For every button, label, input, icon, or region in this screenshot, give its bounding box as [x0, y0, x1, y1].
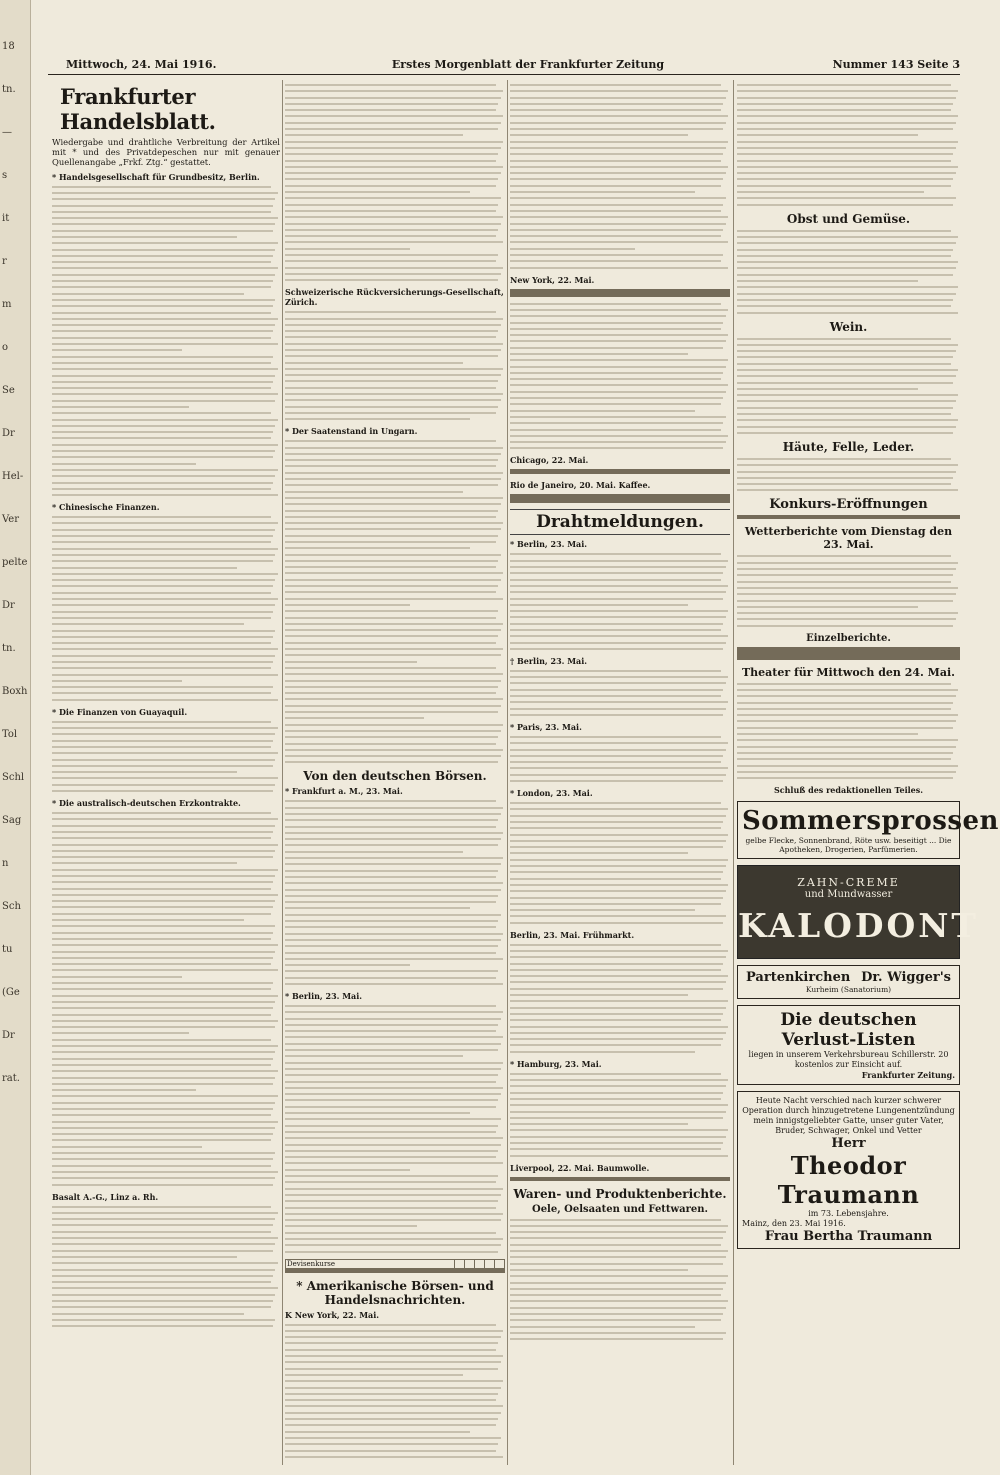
- article-heading: Rio de Janeiro, 20. Mai. Kaffee.: [510, 480, 651, 491]
- konkurs-heading: Konkurs-Eröffnungen: [769, 497, 928, 513]
- column-rule: [733, 80, 734, 1465]
- article-heading: * Der Saatenstand in Ungarn.: [285, 426, 418, 437]
- death-notice-herr: Herr: [831, 1136, 866, 1152]
- ad-kalodont-top: ZAHN-CREME: [797, 876, 900, 890]
- page-edge-fragment: o: [2, 342, 9, 353]
- market-table: [510, 469, 730, 474]
- article-heading: Schweizerische Rückversicherungs-Gesellschaft, Zürich.: [285, 287, 504, 308]
- column-2: [285, 80, 505, 1465]
- article-heading: * London, 23. Mai.: [510, 788, 593, 799]
- article-heading: † Berlin, 23. Mai.: [510, 655, 588, 666]
- page-edge-fragment: Sag: [2, 815, 22, 826]
- death-notice-place: Mainz, den 23. Mai 1916.: [742, 1219, 846, 1229]
- death-notice: [737, 1091, 960, 1249]
- article-heading: Basalt A.-G., Linz a. Rh.: [52, 1191, 159, 1202]
- article-text: [510, 802, 730, 924]
- page-edge-fragment: (Ge: [2, 987, 20, 998]
- page-edge-fragment: pelte: [2, 557, 28, 568]
- page-edge-fragment: Boxh: [2, 686, 28, 697]
- market-table: [510, 1177, 730, 1181]
- page-edge-fragment: Hel-: [2, 471, 24, 482]
- page-edge-fragment: tn.: [2, 643, 16, 654]
- article-heading: Chicago, 22. Mai.: [510, 455, 589, 466]
- article-text: [285, 311, 505, 420]
- article-heading: Berlin, 23. Mai. Frühmarkt.: [510, 929, 635, 940]
- column-3: [510, 80, 730, 1465]
- ad-sommersprossen-title: Sommersprossen: [742, 806, 999, 837]
- article-text: [510, 553, 730, 649]
- page-edge-fragment: Dr: [2, 1030, 15, 1041]
- section-heading: Obst und Gemüse.: [786, 211, 911, 226]
- column-4: [737, 80, 999, 1465]
- end-of-editorial: Schluß des redaktionellen Teiles.: [773, 785, 924, 796]
- konkurs-table: [737, 515, 960, 519]
- weather-heading: Wetterberichte vom Dienstag den 23. Mai.: [744, 525, 953, 552]
- page-edge-fragment: n: [2, 858, 9, 869]
- page-edge-fragment: m: [2, 299, 12, 310]
- article-text: [285, 440, 505, 763]
- page-edge-fragment: 18: [2, 41, 15, 52]
- ad-kalodont: [737, 865, 979, 959]
- reprint-notice: Wiedergabe und drahtliche Verbreitung der Artikel mit * und des Privatdepeschen nur mit genauer Quellenangabe „Frkf. Ztg.“ gestattet.: [52, 137, 280, 168]
- death-notice-signature: Frau Bertha Traumann: [764, 1229, 933, 1245]
- article-text: [285, 1324, 505, 1458]
- page-edge-fragment: it: [2, 213, 10, 224]
- section-heading: Wein.: [829, 319, 868, 334]
- article-text: [52, 516, 280, 701]
- section-heading: Von den deutschen Börsen.: [303, 769, 487, 784]
- ad-verlust-listen: [737, 1005, 960, 1085]
- column-rule: [282, 80, 283, 1465]
- article-text: [737, 338, 960, 434]
- page-edge-fragment: Dr: [2, 428, 15, 439]
- page-edge-fragment: rat.: [2, 1073, 20, 1084]
- page-header: [48, 56, 960, 75]
- ad-partenkirchen-place: Partenkirchen: [746, 970, 851, 986]
- page-edge-fragment: Tol: [2, 729, 18, 740]
- page-edge-fragment: tu: [2, 944, 13, 955]
- ad-verlust-title: Die deutschen Verlust-Listen: [780, 1010, 917, 1051]
- ad-kalodont-mid: und Mundwasser: [804, 889, 893, 901]
- theater-heading: Theater für Mittwoch den 24. Mai.: [741, 665, 955, 679]
- page-edge-fragment: Schl: [2, 772, 25, 783]
- section-heading: Häute, Felle, Leder.: [782, 439, 915, 454]
- page-edge-fragment: Dr: [2, 600, 15, 611]
- article-text: [52, 1206, 280, 1328]
- article-heading: Liverpool, 22. Mai. Baumwolle.: [510, 1162, 650, 1173]
- handelsblatt-title: Frankfurter Handelsblatt.: [60, 84, 216, 134]
- article-heading: * Die australisch-deutschen Erzkontrakte.: [52, 798, 241, 809]
- page-edge-fragment: tn.: [2, 84, 16, 95]
- article-text: [510, 84, 730, 269]
- column-rule: [507, 80, 508, 1465]
- page-edge-fragment: s: [2, 170, 8, 181]
- ad-verlust-text: liegen in unserem Verkehrsbureau Schillerstr. 20 kostenlos zur Einsicht auf.: [748, 1050, 949, 1070]
- article-text: [52, 186, 280, 497]
- page-edge-fragment: Se: [2, 385, 15, 396]
- article-heading: * Chinesische Finanzen.: [52, 502, 160, 513]
- article-text: [285, 1005, 505, 1253]
- page-edge-fragment: r: [2, 256, 7, 267]
- section-heading: Waren- und Produktenberichte.: [513, 1186, 727, 1201]
- weather-table: [737, 647, 960, 660]
- article-text: [510, 303, 730, 450]
- ad-sommersprossen-text: gelbe Flecke, Sonnenbrand, Röte usw. beseitigt ... Die Apotheken, Drogerien, Parfümerien.: [745, 836, 952, 855]
- ad-partenkirchen: [737, 965, 960, 999]
- article-text: [510, 736, 730, 782]
- death-notice-name: Theodor Traumann: [777, 1151, 920, 1210]
- header-date: Mittwoch, 24. Mai 1916.: [66, 58, 217, 71]
- article-heading: * Hamburg, 23. Mai.: [510, 1058, 602, 1069]
- article-text: [285, 800, 505, 985]
- page-edge-fragment: —: [2, 127, 12, 138]
- article-heading: * Die Finanzen von Guayaquil.: [52, 706, 188, 717]
- article-heading: * Berlin, 23. Mai.: [285, 991, 363, 1001]
- market-table: [510, 494, 730, 503]
- page-edge-fragment: Ver: [2, 514, 20, 525]
- article-text: [737, 683, 960, 779]
- article-text: [510, 1219, 730, 1341]
- section-heading: * Amerikanische Börsen- und Handelsnachrichten.: [296, 1278, 494, 1307]
- ad-kalodont-brand: KALODONT: [738, 906, 979, 946]
- article-text: [737, 84, 960, 206]
- left-page-edge: [0, 0, 31, 1475]
- page-edge-fragment: Sch: [2, 901, 21, 912]
- article-text: [510, 944, 730, 1053]
- section-subheading: Oele, Oelsaaten und Fettwaren.: [531, 1203, 709, 1215]
- article-heading: K New York, 22. Mai.: [285, 1309, 380, 1320]
- article-heading: * Handelsgesellschaft für Grundbesitz, Berlin.: [52, 171, 260, 182]
- drahtmeldungen-heading: Drahtmeldungen.: [510, 509, 730, 535]
- article-heading: * Berlin, 23. Mai.: [510, 539, 588, 550]
- header-masthead: Erstes Morgenblatt der Frankfurter Zeitung: [391, 58, 665, 71]
- table-label: Devisenkurse: [286, 1259, 455, 1268]
- article-text: [737, 555, 960, 626]
- article-heading: * Paris, 23. Mai.: [510, 721, 582, 732]
- article-heading: New York, 22. Mai.: [510, 274, 595, 285]
- article-text: [52, 812, 280, 1186]
- ad-verlust-signature: Frankfurter Zeitung.: [861, 1070, 955, 1081]
- death-notice-age: im 73. Lebensjahre.: [808, 1209, 889, 1219]
- death-notice-text: Heute Nacht verschied nach kurzer schwerer Operation durch hinzugetretene Lungenentzündung mein innigstgeliebter Gatte, unser guter Vater, Bruder, Schwager, Onkel und Vetter: [742, 1096, 955, 1136]
- exchange-rate-table: [285, 1259, 505, 1273]
- ad-partenkirchen-sub: Kurheim (Sanatorium): [805, 985, 892, 995]
- article-text: [510, 1073, 730, 1157]
- weather-subheading: Einzelberichte.: [806, 632, 891, 644]
- article-text: [52, 721, 280, 792]
- article-text: [737, 230, 960, 314]
- market-table: [510, 289, 730, 297]
- header-page-number: Nummer 143 Seite 3: [832, 58, 960, 71]
- ad-sommersprossen: [737, 801, 999, 859]
- article-heading: * Frankfurt a. M., 23. Mai.: [285, 786, 403, 797]
- article-text: [737, 458, 960, 491]
- ad-partenkirchen-name: Dr. Wigger's: [861, 970, 951, 986]
- column-1: [52, 80, 280, 1465]
- article-text: [510, 670, 730, 716]
- article-text: [285, 84, 505, 281]
